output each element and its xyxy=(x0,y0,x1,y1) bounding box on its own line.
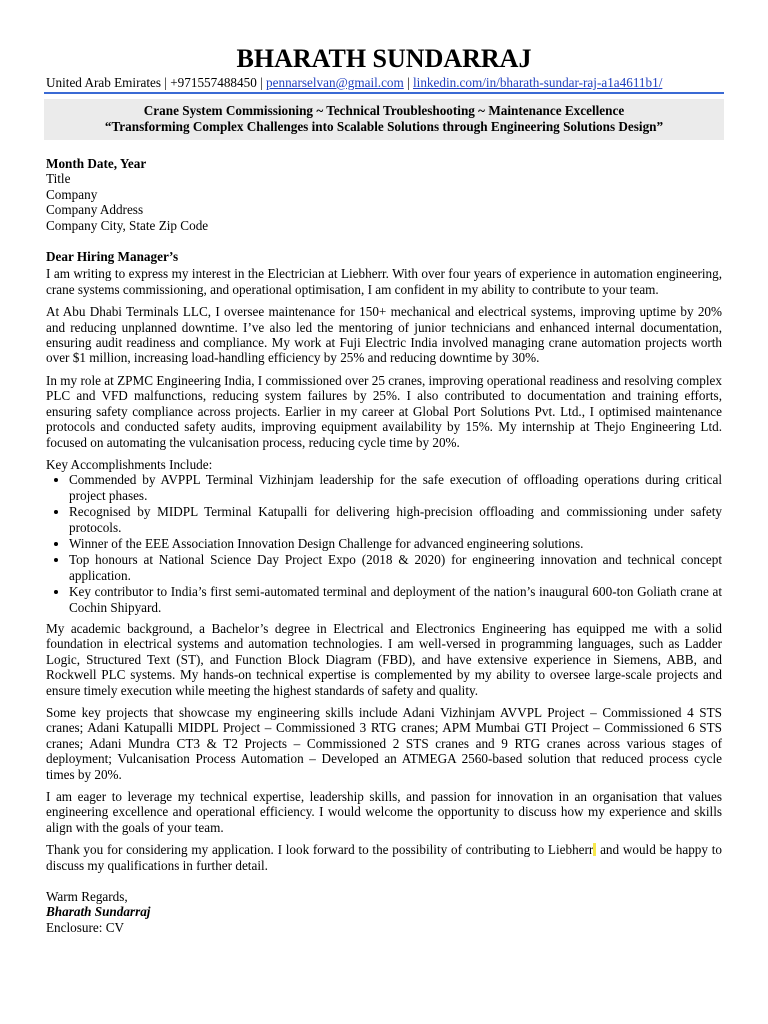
list-item: • Winner of the EEE Association Innovation Design Challenge for advanced engineering solutions. xyxy=(69,536,722,551)
letter-body xyxy=(46,156,722,935)
recipient-city: Company City, State Zip Code xyxy=(46,217,209,233)
applicant-name: BHARATH SUNDARRAJ xyxy=(236,44,532,73)
list-item: • Commended by AVPPL Terminal Vizhinjam leadership for the safe execution of offloading operations during critical project phases. xyxy=(69,472,722,503)
recipient-company: Company xyxy=(46,186,98,202)
paragraph-academic: My academic background, a Bachelor’s degree in Electrical and Electronics Engineering has equipped me with a solid foundation in electrical systems and automation technologies. I am well-versed in programming languages, such as Ladder Logic, Structured Text (ST), and Function Block Diagram (FBD), and have extensive experience in Siemens, ABB, and Rockwell PLC systems. My hands-on technical expertise is complemented by my ability to oversee large-scale projects and ensure timely execution while meeting the highest standards of safety and quality. xyxy=(46,620,722,698)
tagline-line-1: Crane System Commissioning ~ Technical Troubleshooting ~ Maintenance Excellence xyxy=(143,103,625,118)
recipient-address: Company Address xyxy=(46,202,144,218)
paragraph-projects: Some key projects that showcase my engineering skills include Adani Vizhinjam AVVPL Project – Commissioned 4 STS cranes; Adani Katupalli MIDPL Project – Commissioned 3 RTG cranes; APM Mumbai GTI Project – Commissioned 6 STS cranes; Adani Mundra CT3 & T2 Projects – Commissioned 2 STS cranes and 9 RTG cranes across various stages of deployment; Vulcanisation Process Automation – Developed an ATMEGA 2560-based solution that reduced process cycle times by 20%. xyxy=(46,705,722,782)
linkedin-link[interactable]: linkedin.com/in/bharath-sundar-raj-a1a4611b1/ xyxy=(413,75,663,90)
paragraph-eager: I am eager to leverage my technical expertise, leadership skills, and passion for innovation in an organisation that values engineering excellence and operational efficiency. I would welcome the opportunity to discuss how my experience and skills align with the goals of your team. xyxy=(46,789,722,835)
thanks-text-b: and would be happy to discuss my qualifications in further detail. xyxy=(46,842,722,873)
list-item: • Key contributor to India’s first semi-automated terminal and deployment of the nation’s inaugural 600-ton Goliath crane at Cochin Shipyard. xyxy=(69,584,722,615)
paragraph-abu-dhabi: At Abu Dhabi Terminals LLC, I oversee maintenance for 150+ mechanical and electrical systems, improving uptime by 20% and reducing unplanned downtime. I’ve also led the mentoring of junior technicians and enhanced internal documentation, ensuring audit readiness and compliance. My work at Fuji Electric India involved managing crane automation projects worth over $1 million, increasing load-handling efficiency by 25% and reducing downtime by 30%. xyxy=(46,304,722,366)
valediction: Warm Regards, xyxy=(46,889,128,905)
enclosure: Enclosure: CV xyxy=(46,919,125,935)
accomplishments-heading: Key Accomplishments Include: xyxy=(46,456,213,472)
tagline-line-2: “Transforming Complex Challenges into Scalable Solutions through Engineering Solutions Design” xyxy=(104,119,664,134)
header-rule xyxy=(44,92,724,94)
salutation: Dear Hiring Manager’s xyxy=(46,249,179,265)
accomplishments-list xyxy=(46,472,722,615)
thanks-text-a: Thank you for considering my application. I look forward to the possibility of contributing to Liebherr xyxy=(46,842,594,858)
signature: Bharath Sundarraj xyxy=(46,904,151,920)
text-highlight xyxy=(593,843,596,856)
contact-line xyxy=(46,75,726,91)
list-item: • Top honours at National Science Day Project Expo (2018 & 2020) for engineering innovation and technical concept application. xyxy=(69,552,722,583)
paragraph-zpmc: In my role at ZPMC Engineering India, I commissioned over 25 cranes, improving operational readiness and resolving complex PLC and VFD malfunctions, reducing system failures by 25%. I also contributed to documentation and training efforts, ensuring safety compliance across projects. Earlier in my career at Global Port Solutions Pvt. Ltd., I optimised maintenance protocols and conducted safety audits, improving equipment availability by 15%. My internship at Thejo Engineering Ltd. focused on automating the vulcanisation process, reducing cycle time by 20%. xyxy=(46,372,722,450)
contact-separator: | xyxy=(407,75,410,90)
email-link[interactable]: pennarselvan@gmail.com xyxy=(266,75,404,90)
list-item: • Recognised by MIDPL Terminal Katupalli for delivering high-precision offloading and commissioning under safety protocols. xyxy=(69,504,722,535)
recipient-title: Title xyxy=(46,171,71,187)
paragraph-intro: I am writing to express my interest in the Electrician at Liebherr. With over four years of experience in automation engineering, crane systems commissioning, and operational optimisation, I am confident in my ability to contribute to your team. xyxy=(46,266,722,297)
letter-date: Month Date, Year xyxy=(46,156,147,171)
location-phone: United Arab Emirates | +971557488450 | xyxy=(46,75,263,90)
recipient-block xyxy=(46,156,722,233)
tagline-box xyxy=(44,99,724,140)
paragraph-thanks xyxy=(46,842,722,873)
